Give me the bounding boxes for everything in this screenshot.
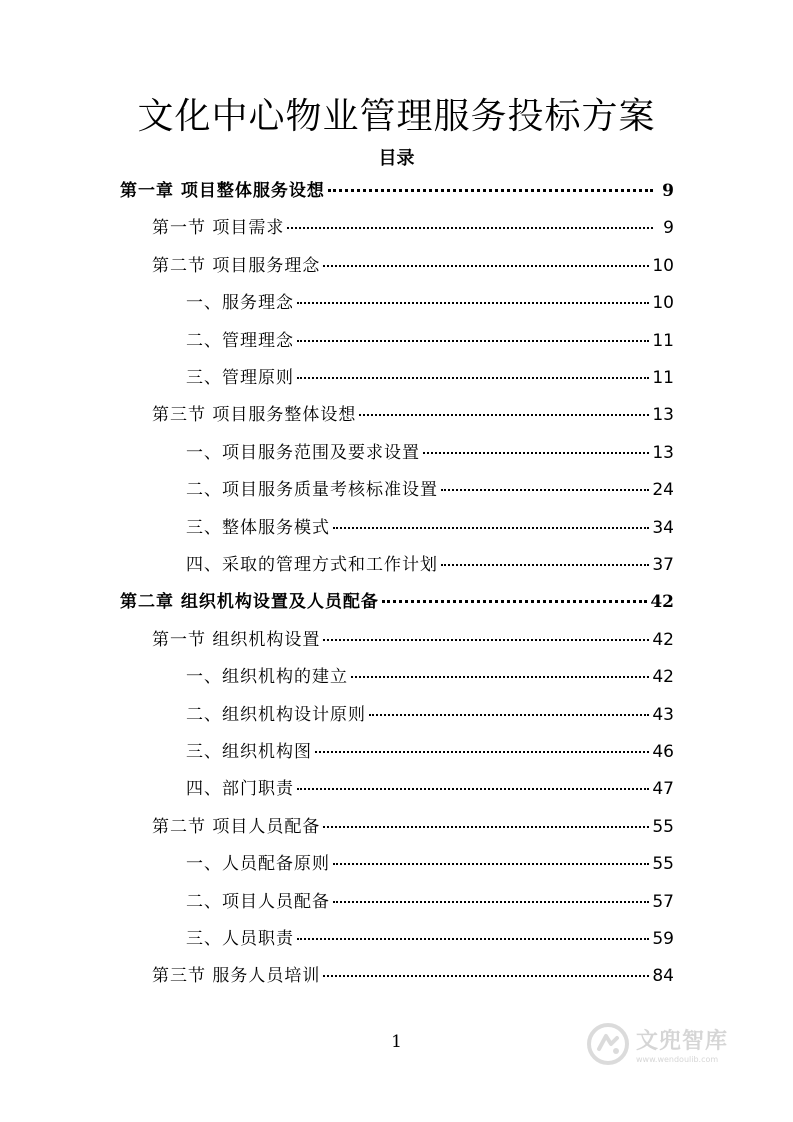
toc-dot-leader bbox=[297, 377, 649, 379]
toc-dot-leader bbox=[323, 639, 649, 641]
toc-dot-leader bbox=[287, 227, 653, 229]
toc-entry[interactable] bbox=[186, 475, 674, 505]
page-number: 1 bbox=[391, 1032, 402, 1052]
toc-entry-label: 四、采取的管理方式和工作计划 bbox=[186, 555, 438, 575]
toc-entry[interactable] bbox=[186, 700, 674, 730]
toc-entry-label: 一、项目服务范围及要求设置 bbox=[186, 442, 420, 463]
toc-dot-leader bbox=[323, 826, 649, 828]
toc-entry-page: 34 bbox=[652, 517, 674, 538]
toc-entry-page: 84 bbox=[652, 966, 674, 987]
toc-entry-page: 47 bbox=[652, 779, 674, 800]
toc-entry-label: 第一节 项目需求 bbox=[152, 218, 285, 239]
toc-entry-page: 13 bbox=[652, 442, 674, 463]
toc-entry-page: 42 bbox=[652, 667, 674, 688]
toc-entry[interactable] bbox=[186, 924, 674, 954]
toc-dot-leader bbox=[423, 452, 649, 454]
toc-entry[interactable] bbox=[186, 849, 674, 879]
toc-dot-leader bbox=[323, 265, 649, 267]
toc-entry[interactable] bbox=[186, 550, 674, 580]
watermark-name: 文兜智库 bbox=[636, 1029, 729, 1054]
toc-entry-page: 57 bbox=[652, 891, 674, 912]
toc-dot-leader bbox=[297, 302, 649, 304]
toc-entry-label: 第一章 项目整体服务设想 bbox=[120, 181, 325, 201]
toc-entry-label: 第二节 项目服务理念 bbox=[152, 255, 321, 276]
toc-dot-leader bbox=[333, 527, 649, 529]
toc-entry-page: 11 bbox=[652, 368, 674, 388]
watermark-url: www.wendoulib.com bbox=[636, 1055, 719, 1064]
toc-entry-label: 二、组织机构设计原则 bbox=[186, 704, 366, 725]
toc-entry-page: 42 bbox=[650, 592, 674, 613]
toc-entry[interactable] bbox=[152, 400, 674, 430]
toc-entry-page: 46 bbox=[652, 742, 674, 762]
toc-dot-leader bbox=[315, 751, 649, 753]
toc-entry-label: 第一节 组织机构设置 bbox=[152, 629, 321, 650]
toc-entry[interactable] bbox=[186, 513, 674, 543]
toc-entry[interactable] bbox=[186, 363, 674, 393]
toc-entry[interactable] bbox=[152, 961, 674, 991]
document-title: 文化中心物业管理服务投标方案 bbox=[137, 96, 656, 137]
toc-entry-label: 三、管理原则 bbox=[186, 368, 294, 388]
toc-entry-page: 37 bbox=[652, 555, 674, 575]
toc-entry-label: 一、组织机构的建立 bbox=[186, 667, 348, 688]
toc-entry[interactable] bbox=[186, 737, 674, 767]
toc-dot-leader bbox=[328, 189, 653, 192]
toc-entry[interactable] bbox=[120, 587, 674, 617]
toc-entry[interactable] bbox=[152, 625, 674, 655]
toc-entry-label: 二、项目人员配备 bbox=[186, 891, 330, 912]
toc-dot-leader bbox=[441, 564, 649, 566]
toc-entry-page: 55 bbox=[652, 854, 674, 875]
toc-entry-page: 59 bbox=[652, 929, 674, 949]
toc-entry-label: 三、组织机构图 bbox=[186, 742, 312, 762]
toc-entry-page: 10 bbox=[652, 255, 674, 276]
toc-entry-label: 三、整体服务模式 bbox=[186, 517, 330, 538]
toc-entry[interactable] bbox=[152, 251, 674, 281]
toc-entry-label: 三、人员职责 bbox=[186, 929, 294, 949]
toc-dot-leader bbox=[382, 600, 647, 603]
toc-entry-label: 第二章 组织机构设置及人员配备 bbox=[120, 592, 379, 613]
toc-entry-page: 24 bbox=[652, 480, 674, 501]
toc-entry[interactable] bbox=[186, 662, 674, 692]
toc-entry[interactable] bbox=[186, 288, 674, 318]
toc-entry-page: 10 bbox=[652, 293, 674, 314]
toc-entry[interactable] bbox=[152, 812, 674, 842]
toc-dot-leader bbox=[441, 489, 649, 491]
toc-entry-label: 第三节 服务人员培训 bbox=[152, 966, 321, 987]
toc-heading: 目录 bbox=[378, 148, 415, 169]
toc-entry[interactable] bbox=[186, 774, 674, 804]
wendou-logo-icon bbox=[586, 1022, 630, 1066]
toc-entry[interactable] bbox=[120, 176, 674, 206]
toc-dot-leader bbox=[369, 714, 649, 716]
toc-entry-label: 第三节 项目服务整体设想 bbox=[152, 405, 357, 426]
toc-entry[interactable] bbox=[152, 213, 674, 243]
toc-dot-leader bbox=[297, 340, 649, 342]
toc-dot-leader bbox=[351, 676, 649, 678]
toc-entry-label: 二、管理理念 bbox=[186, 330, 294, 351]
toc-entry-page: 42 bbox=[652, 629, 674, 650]
toc-dot-leader bbox=[297, 788, 649, 790]
toc-entry-page: 43 bbox=[652, 704, 674, 725]
toc-entry-page: 11 bbox=[652, 330, 674, 351]
toc-entry-page: 9 bbox=[663, 218, 674, 239]
toc-entry-page: 13 bbox=[652, 405, 674, 426]
toc-dot-leader bbox=[333, 901, 649, 903]
toc-entry-label: 一、人员配备原则 bbox=[186, 854, 330, 875]
toc-entry[interactable] bbox=[186, 438, 674, 468]
toc-entry-label: 四、部门职责 bbox=[186, 779, 294, 800]
toc-entry-label: 第二节 项目人员配备 bbox=[152, 816, 321, 837]
toc-entry-page: 55 bbox=[652, 816, 674, 837]
toc-dot-leader bbox=[297, 938, 649, 940]
toc-entry-label: 二、项目服务质量考核标准设置 bbox=[186, 480, 438, 501]
toc-entry-page: 9 bbox=[662, 181, 674, 201]
watermark bbox=[586, 1014, 756, 1074]
toc-entry[interactable] bbox=[186, 887, 674, 917]
toc-entry[interactable] bbox=[186, 326, 674, 356]
toc-dot-leader bbox=[333, 863, 649, 865]
toc-dot-leader bbox=[323, 975, 649, 977]
toc-dot-leader bbox=[359, 414, 649, 416]
toc-entry-label: 一、服务理念 bbox=[186, 293, 294, 314]
